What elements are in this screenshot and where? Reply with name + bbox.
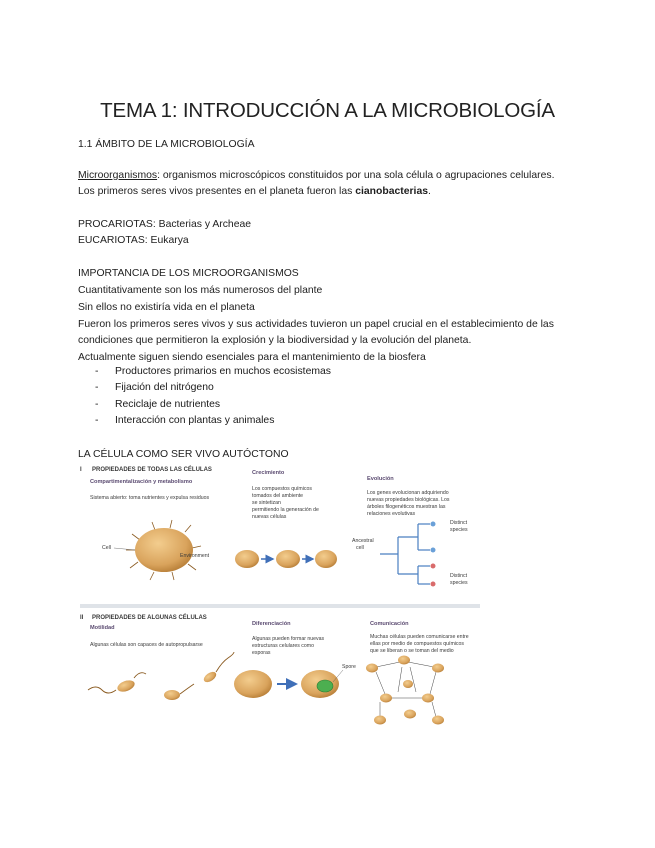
bullet-mark: -	[95, 382, 99, 393]
bullet-mark: -	[95, 366, 99, 377]
communication-illustration	[366, 656, 444, 725]
communication-title: Comunicación	[370, 621, 409, 627]
panel-1-title: PROPIEDADES DE TODAS LAS CÉLULAS	[92, 467, 212, 473]
evolution-title: Evolución	[367, 476, 394, 482]
panel-1-number: I	[80, 467, 82, 473]
eucariotas-line: EUCARIOTAS: Eukarya	[78, 235, 189, 246]
differentiation-title: Diferenciación	[252, 621, 291, 627]
bullet-mark: -	[95, 415, 99, 426]
environment-label: Environment	[180, 553, 210, 559]
differentiation-illustration	[234, 670, 343, 698]
motility-title: Motilidad	[90, 625, 115, 631]
communication-text-3: que se liberan o se toman del medio	[370, 648, 454, 654]
page-title: TEMA 1: INTRODUCCIÓN A LA MICROBIOLOGÍA	[100, 99, 555, 122]
section-heading-ambito: 1.1 ÁMBITO DE LA MICROBIOLOGÍA	[78, 139, 255, 150]
definition-line-2-end: .	[428, 186, 431, 197]
differentiation-text-3: esporas	[252, 650, 271, 656]
distinct-species-label-2b: species	[450, 580, 468, 586]
growth-illustration	[235, 550, 337, 568]
definition-line-1	[78, 168, 554, 184]
importance-line-1: Cuantitativamente son los más numerosos del plante	[78, 285, 323, 296]
growth-text-4: permitiendo la generación de	[252, 507, 319, 513]
motility-text: Algunas células son capaces de autopropulsarse	[90, 642, 203, 648]
cell-section-heading: LA CÉLULA COMO SER VIVO AUTÓCTONO	[78, 449, 289, 460]
spore-label: Spore	[342, 664, 356, 670]
panel-2-title: PROPIEDADES DE ALGUNAS CÉLULAS	[92, 615, 207, 621]
bullet-item-1: Productores primarios en muchos ecosistemas	[115, 366, 331, 377]
definition-text: : organismos microscópicos constituidos por una sola célula o agrupaciones celulares.	[157, 170, 555, 181]
motility-illustration	[88, 652, 234, 700]
growth-text-3: se sintetizan	[252, 500, 281, 506]
evolution-text-2: nuevas propiedades biológicas. Los	[367, 497, 450, 503]
importance-line-5: Actualmente siguen siendo esenciales para el mantenimiento de la biosfera	[78, 352, 426, 363]
panel-2-number: II	[80, 615, 84, 621]
importance-heading: IMPORTANCIA DE LOS MICROORGANISMOS	[78, 268, 299, 279]
differentiation-text-1: Algunas pueden formar nuevas	[252, 636, 325, 642]
importance-line-4: condiciones que permitieron la explosión y la biodiversidad y la evolución del planeta.	[78, 335, 472, 346]
ancestral-cell-label-2: cell	[356, 545, 364, 551]
growth-text-1: Los compuestos químicos	[252, 486, 312, 492]
bullet-item-3: Reciclaje de nutrientes	[115, 399, 221, 410]
distinct-species-label-1b: species	[450, 527, 468, 533]
evolution-text-4: relaciones evolutivas	[367, 511, 416, 517]
bullet-item-2: Fijación del nitrógeno	[115, 382, 214, 393]
communication-text-2: ellas por medio de compuestos químicos	[370, 641, 464, 647]
definition-line-2	[78, 184, 431, 200]
importance-line-3: Fueron los primeros seres vivos y sus actividades tuvieron un papel crucial en el establecimiento de las	[78, 319, 554, 330]
evolution-text-3: árboles filogenéticos muestran las	[367, 504, 446, 510]
compartment-text: Sistema abierto: toma nutrientes y expulsa residuos	[90, 495, 210, 501]
definition-line-2-text: Los primeros seres vivos presentes en el planeta fueron las	[78, 186, 356, 197]
term-microorganismos: Microorganismos	[78, 170, 158, 181]
bullet-mark: -	[95, 399, 99, 410]
growth-title: Crecimiento	[252, 470, 285, 476]
procariotas-line: PROCARIOTAS: Bacterias y Archeae	[78, 219, 252, 230]
panel-divider	[80, 604, 480, 608]
ancestral-cell-label: Ancestral	[352, 538, 374, 544]
cell-properties-figure	[80, 462, 480, 727]
evolution-text-1: Los genes evolucionan adquiriendo	[367, 490, 449, 496]
growth-text-2: tomados del ambiente	[252, 493, 304, 499]
communication-text-1: Muchas células pueden comunicarse entre	[370, 634, 469, 640]
cell-label: Cell	[102, 545, 111, 551]
differentiation-text-2: estructuras celulares como	[252, 643, 314, 649]
bullet-item-4: Interacción con plantas y animales	[115, 415, 275, 426]
term-cianobacterias: cianobacterias	[355, 186, 429, 197]
growth-text-5: nuevas células	[252, 514, 287, 520]
compartment-title: Compartimentalización y metabolismo	[90, 479, 193, 485]
distinct-species-label-1: Distinct	[450, 520, 468, 526]
importance-line-2: Sin ellos no existiría vida en el planeta	[78, 302, 255, 313]
distinct-species-label-2: Distinct	[450, 573, 468, 579]
